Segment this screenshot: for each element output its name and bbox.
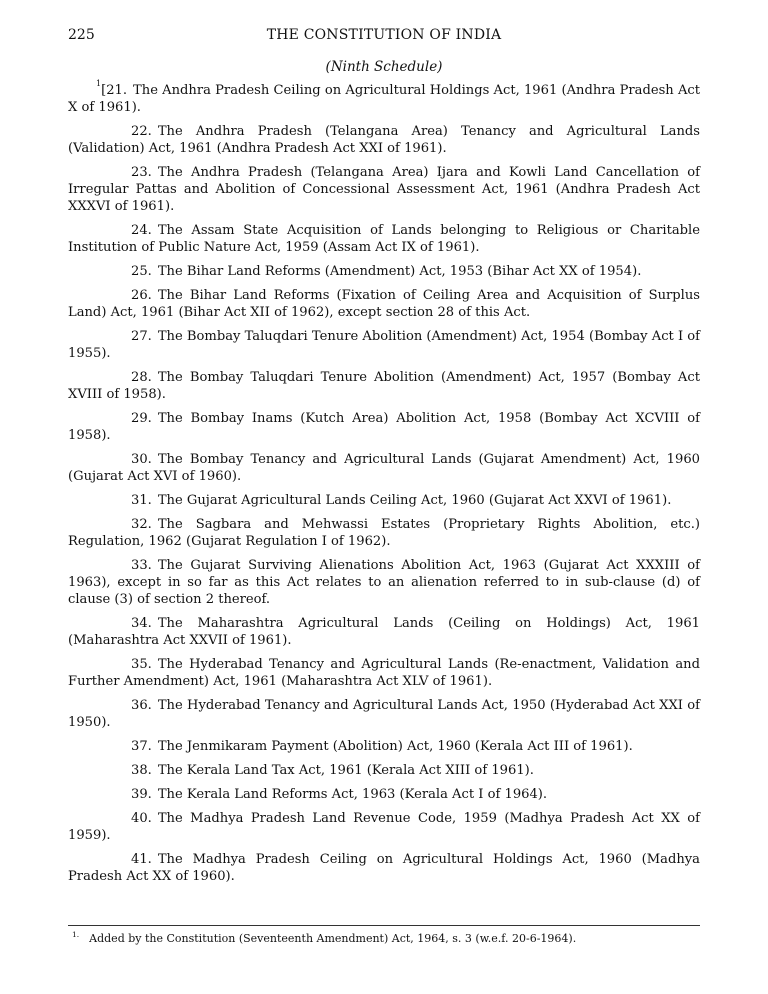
- entry-number: 37.: [131, 739, 152, 754]
- entry-text: The Andhra Pradesh (Telangana Area) Tenancy and Agricultural Lands (Validation) Act, 1961 (Andhra Pradesh Act XXI of 1961).: [68, 124, 700, 156]
- entry-text: The Bombay Taluqdari Tenure Abolition (Amendment) Act, 1954 (Bombay Act I of 1955).: [68, 329, 701, 361]
- entry-number: 24.: [131, 223, 152, 238]
- entry-text: The Bombay Inams (Kutch Area) Abolition Act, 1958 (Bombay Act XCVIII of 1958).: [68, 411, 700, 443]
- list-item: [68, 410, 700, 444]
- list-item: [68, 328, 700, 362]
- entry-text: The Hyderabad Tenancy and Agricultural Lands Act, 1950 (Hyderabad Act XXI of 1950).: [68, 698, 700, 730]
- list-item: [68, 738, 700, 755]
- list-item: [68, 79, 700, 116]
- entry-number: 22.: [131, 124, 152, 139]
- entry-text: The Bombay Tenancy and Agricultural Lands (Gujarat Amendment) Act, 1960 (Gujarat Act XVI of 1960).: [68, 452, 700, 484]
- list-item: [68, 287, 700, 321]
- entry-number: 35.: [131, 657, 152, 672]
- page-header: [68, 27, 700, 47]
- footnote-text: Added by the Constitution (Seventeenth Amendment) Act, 1964, s. 3 (w.e.f. 20-6-1964).: [89, 932, 577, 945]
- running-title: THE CONSTITUTION OF INDIA: [266, 27, 502, 43]
- entry-text: The Kerala Land Reforms Act, 1963 (Kerala Act I of 1964).: [157, 787, 548, 802]
- list-item: [68, 762, 700, 779]
- list-item: [68, 492, 700, 509]
- entry-number: 29.: [131, 411, 152, 426]
- footnote-marker: 1.: [72, 930, 80, 939]
- list-item: [68, 123, 700, 157]
- entry-number: 25.: [131, 264, 152, 279]
- entry-number: 36.: [131, 698, 152, 713]
- list-item: [68, 810, 700, 844]
- list-item: [68, 786, 700, 803]
- entry-number: 26.: [131, 288, 152, 303]
- list-item: [68, 557, 700, 608]
- entry-number: 41.: [131, 852, 152, 867]
- entry-number: 30.: [131, 452, 152, 467]
- entry-text: The Maharashtra Agricultural Lands (Ceiling on Holdings) Act, 1961 (Maharashtra Act XXVII of 1961).: [68, 616, 700, 648]
- list-item: [68, 263, 700, 280]
- list-item: [68, 656, 700, 690]
- entry-text: The Assam State Acquisition of Lands belonging to Religious or Charitable Institution of Public Nature Act, 1959 (Assam Act IX of 1961).: [68, 223, 700, 255]
- entry-text: The Gujarat Surviving Alienations Abolition Act, 1963 (Gujarat Act XXXIII of 1963), except in so far as this Act relates to an alienation referred to in sub-clause (d) of clause (3) of section 2 thereof.: [68, 558, 700, 607]
- entry-text: The Sagbara and Mehwassi Estates (Proprietary Rights Abolition, etc.) Regulation, 1962 (Gujarat Regulation I of 1962).: [68, 517, 700, 549]
- entry-text: The Bihar Land Reforms (Fixation of Ceiling Area and Acquisition of Surplus Land) Act, 1961 (Bihar Act XII of 1962), except section 28 of this Act.: [68, 288, 700, 320]
- entry-number: 32.: [131, 517, 152, 532]
- entry-text: The Andhra Pradesh (Telangana Area) Ijara and Kowli Land Cancellation of Irregular Pattas and Abolition of Concessional Assessment Act, 1961 (Andhra Pradesh Act XXXVI of 1961).: [68, 165, 700, 214]
- entry-list: [68, 79, 701, 892]
- entry-text: The Madhya Pradesh Land Revenue Code, 1959 (Madhya Pradesh Act XX of 1959).: [68, 811, 700, 843]
- list-item: [68, 615, 700, 649]
- entry-text: The Gujarat Agricultural Lands Ceiling Act, 1960 (Gujarat Act XXVI of 1961).: [157, 493, 672, 508]
- entry-text: The Madhya Pradesh Ceiling on Agricultural Holdings Act, 1960 (Madhya Pradesh Act XX of 1960).: [68, 852, 700, 884]
- entry-text: The Hyderabad Tenancy and Agricultural Lands (Re-enactment, Validation and Further Amendment) Act, 1961 (Maharashtra Act XLV of 1961).: [68, 657, 700, 689]
- entry-number: 23.: [131, 165, 152, 180]
- entry-text: The Andhra Pradesh Ceiling on Agricultural Holdings Act, 1961 (Andhra Pradesh Act X of 1961).: [68, 83, 700, 115]
- entry-text: The Kerala Land Tax Act, 1961 (Kerala Act XIII of 1961).: [157, 763, 534, 778]
- entry-number: 28.: [131, 370, 152, 385]
- footnote: [72, 932, 576, 945]
- entry-text: The Jenmikaram Payment (Abolition) Act, 1960 (Kerala Act III of 1961).: [157, 739, 633, 754]
- schedule-label: (Ninth Schedule): [325, 59, 443, 75]
- entry-number: 27.: [131, 329, 152, 344]
- entry-number: 34.: [131, 616, 152, 631]
- list-item: [68, 851, 700, 885]
- entry-text: The Bihar Land Reforms (Amendment) Act, 1953 (Bihar Act XX of 1954).: [157, 264, 642, 279]
- page-number: 225: [68, 27, 95, 43]
- list-item: [68, 451, 700, 485]
- list-item: [68, 516, 700, 550]
- list-item: [68, 164, 700, 215]
- entry-number: 38.: [131, 763, 152, 778]
- footnote-reference: 1: [96, 79, 102, 88]
- list-item: [68, 222, 700, 256]
- list-item: [68, 369, 700, 403]
- list-item: [68, 697, 700, 731]
- footnote-divider: [68, 925, 700, 926]
- entry-number: 40.: [131, 811, 152, 826]
- entry-number: 39.: [131, 787, 152, 802]
- entry-text: The Bombay Taluqdari Tenure Abolition (Amendment) Act, 1957 (Bombay Act XVIII of 1958).: [68, 370, 700, 402]
- entry-number: [21.: [101, 83, 128, 98]
- entry-number: 33.: [131, 558, 152, 573]
- entry-number: 31.: [131, 493, 152, 508]
